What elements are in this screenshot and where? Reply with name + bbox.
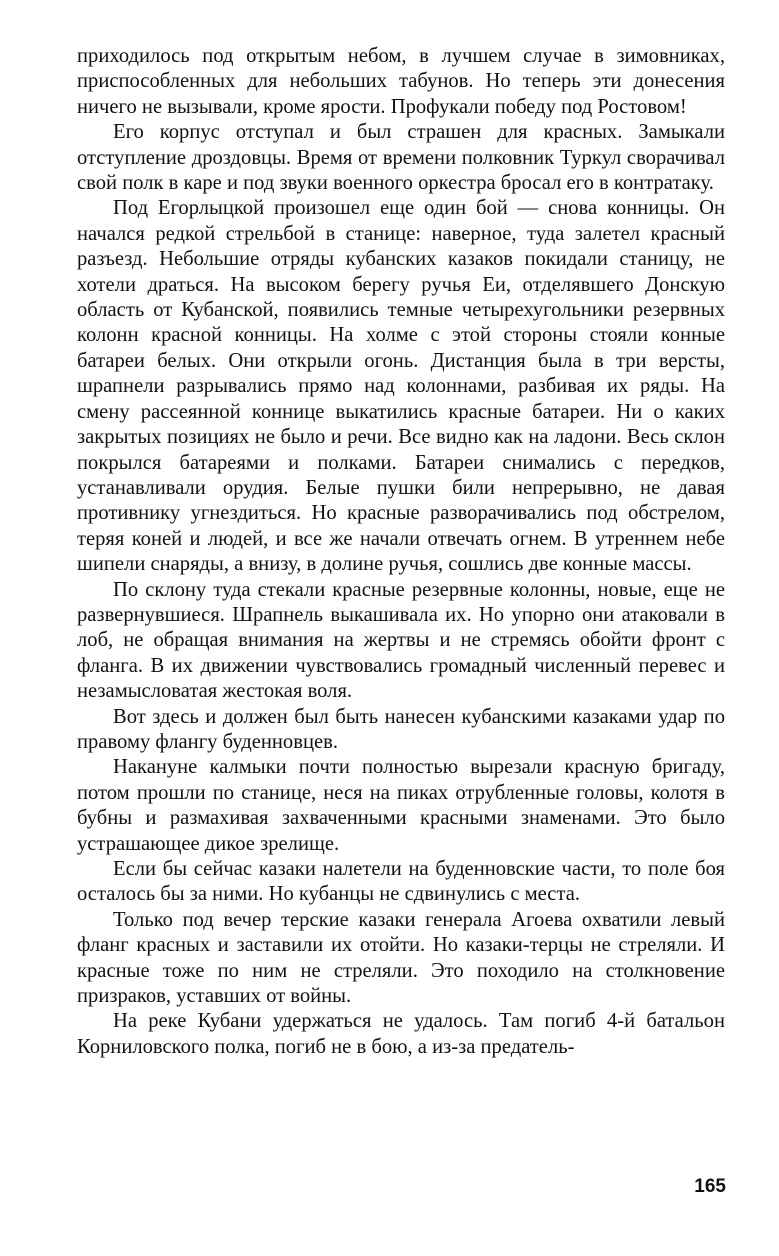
paragraph: По склону туда стекали красные резервные колонны, новые, еще не развернувшиеся. Шрапнель выкашивала их. Но упорно они атаковали в лоб, не обращая внимания на жертвы и не стремясь обойти фронт с фланга. В их движении чувствовались громадный численный перевес и незамысловатая жестокая воля.	[77, 578, 725, 703]
page-number: 165	[694, 1176, 726, 1197]
paragraph: Вот здесь и должен был быть нанесен кубанскими казаками удар по правому флангу буденновцев.	[77, 705, 725, 753]
paragraph: Накануне калмыки почти полностью вырезали красную бригаду, потом прошли по станице, неся на пиках отрубленные головы, колотя в бубны и размахивая захваченными красными знаменами. Это было устрашающее дикое зрелище.	[77, 756, 725, 855]
paragraph-continued: приходилось под открытым небом, в лучшем случае в зимовниках, приспособленных для небольших табунов. Но теперь эти донесения ничего не вызывали, кроме ярости. Профукали победу под Ростовом!	[77, 45, 725, 118]
paragraph: Если бы сейчас казаки налетели на буденновские части, то поле боя осталось бы за ними. Но кубанцы не сдвинулись с места.	[77, 858, 725, 906]
paragraph: На реке Кубани удержаться не удалось. Там погиб 4-й батальон Корниловского полка, погиб не в бою, а из-за предатель-	[77, 1010, 725, 1058]
paragraph: Только под вечер терские казаки генерала Агоева охватили левый фланг красных и заставили их отойти. Но казаки-терцы не стреляли. И красные тоже по ним не стреляли. Это походило на столкновение призраков, уставших от войны.	[77, 908, 725, 1008]
paragraph: Его корпус отступал и был страшен для красных. Замыкали отступление дроздовцы. Время от времени полковник Туркул сворачивал свой полк в каре и под звуки военного оркестра бросал его в контратаку.	[77, 121, 725, 195]
page-body-text	[77, 44, 725, 1060]
paragraph: Под Егорлыцкой произошел еще один бой — снова конницы. Он начался редкой стрельбой в станице: наверное, туда залетел красный разъезд. Небольшие отряды кубанских казаков покидали станицу, не хотели драться. На высоком берегу ручья Еи, отделявшего Донскую область от Кубанской, появились темные четырехугольники резервных колонн красной конницы. На холме с этой стороны стояли конные батареи белых. Они открыли огонь. Дистанция была в три версты, шрапнели разрывались прямо над колоннами, разбивая их ряды. На смену рассеянной коннице выкатились красные батареи. Ни о каких закрытых позициях не было и речи. Все видно как на ладони. Весь склон покрылся батареями и полками. Батареи снимались с передков, устанавливали орудия. Белые пушки били непрерывно, не давая противнику угнездиться. Но красные разворачивались под обстрелом, теряя коней и людей, и все же начали отвечать огнем. В утреннем небе шипели снаряды, а внизу, в долине ручья, сошлись две конные массы.	[77, 197, 725, 576]
